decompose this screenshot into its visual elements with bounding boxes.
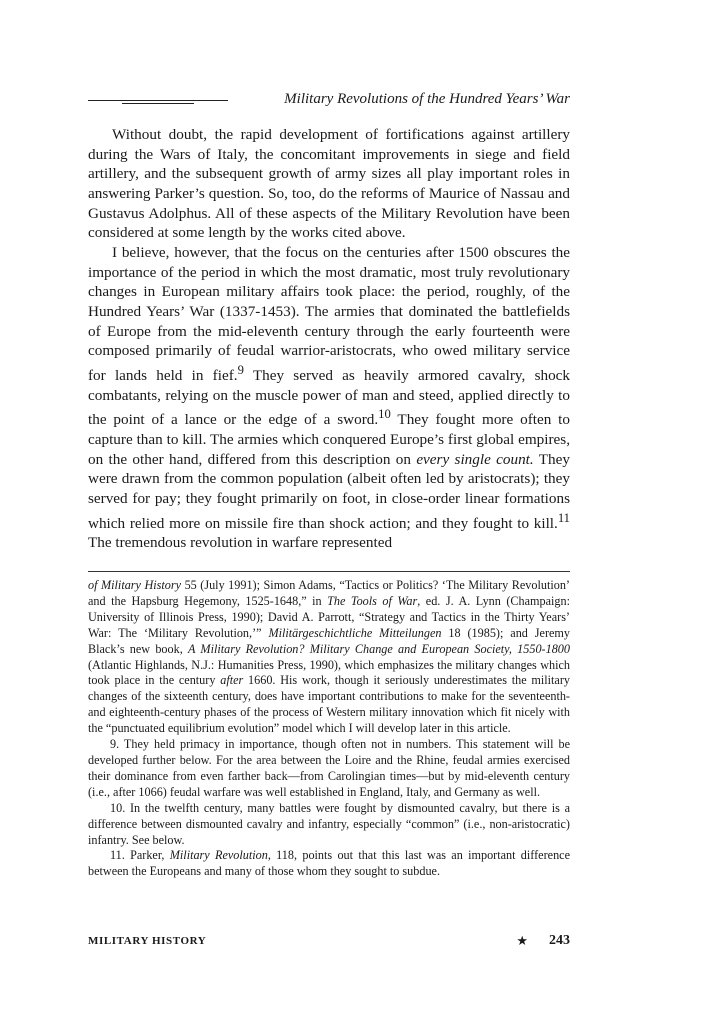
- page-footer: [88, 933, 570, 951]
- fn8-italic-1: of Military History: [88, 578, 182, 592]
- fn8-text-2: 55 (July 1991); Simon Adams, “Tactics or Politics? ‘The Military Revolution’ and the Hapsburg Hegemony, 1525-1648,” in: [88, 578, 570, 608]
- star-icon: ★: [516, 933, 528, 948]
- footnote-9: 9. They held primacy in importance, though often not in numbers. This statement will be developed further below. For the area between the Loire and the Rhine, feudal armies exercised their dominance from even farther back—from Carolingian times—but by mid-eleventh century (i.e., after 1066) feudal warfare was well established in England, Italy, and Germany as well.: [88, 737, 570, 799]
- footnotes: [88, 578, 570, 880]
- fn8-text-6: 18 (1985); and Jeremy Black’s new book,: [88, 625, 570, 656]
- fn8-italic-9: after: [220, 673, 244, 688]
- body-text: [88, 125, 570, 553]
- running-head: [88, 91, 570, 111]
- fn8-italic-5: Militärgeschichtliche Mitteilungen: [268, 625, 442, 640]
- fn11-text-3: , 118, points out that this last was an important difference between the Europeans and many of those whom they sought to subdue.: [88, 848, 570, 879]
- footnote-10: 10. In the twelfth century, many battles were fought by dismounted cavalry, but there is a difference between dismounted cavalry and infantry, especially “common” (i.e., non-aristocratic) infantry. See below.: [88, 800, 570, 847]
- journal-name: MILITARY HISTORY: [88, 935, 207, 947]
- paragraph-2-text-c: They fought more often to capture than to kill. The armies which conquered Europe’s first global empires, on the other hand, differed from this description on: [88, 411, 571, 468]
- footnote-ref-11: 11: [557, 510, 570, 525]
- paragraph-2-emphasis: every single count.: [416, 450, 534, 468]
- paragraph-2-text-e: They were drawn from the common population (albeit often led by aristocrats); they served for pay; they fought primarily on foot, in close-order linear formations which relied more on missile fire than shock action; and they fought to kill.: [88, 450, 570, 532]
- paragraph-2: [88, 243, 570, 553]
- footnote-ref-10: 10: [378, 407, 391, 422]
- fn8-text-10: 1660. His work, though it seriously underestimates the military changes of the sixteenth century, does have important contributions to make for the seventeenth- and eighteenth-century phases of the process of Western military innovation which fit nicely with the “punctuated equilibrium evolution” model which I will develop later in this article.: [88, 673, 570, 736]
- fn8-text-8: (Atlantic Highlands, N.J.: Humanities Press, 1990), which emphasizes the military changes which took place in the century: [88, 657, 570, 688]
- fn8-italic-3: The Tools of War: [327, 593, 418, 608]
- fn8-text-4: , ed. J. A. Lynn (Champaign: University of Illinois Press, 1990); David A. Parrott, “Strategy and Tactics in the Thirty Years’ War: The ‘Military Revolution,’”: [88, 593, 570, 640]
- footnote-divider: [88, 571, 570, 572]
- footnote-ref-9: 9: [237, 362, 244, 377]
- paragraph-1: Without doubt, the rapid development of fortifications against artillery during the Wars of Italy, the concomitant improvements in siege and field artillery, and the subsequent growth of army sizes all play important roles in answering Parker’s question. So, too, do the reforms of Maurice of Nassau and Gustavus Adolphus. All of these aspects of the Military Revolution have been considered at some length by the works cited above.: [88, 126, 570, 242]
- running-head-title: Military Revolutions of the Hundred Years’ War: [284, 91, 570, 107]
- footnote-11: [88, 848, 570, 880]
- page-number: 243: [549, 933, 570, 948]
- fn11-italic-2: Military Revolution: [169, 848, 268, 863]
- running-head-rule-short: [122, 103, 194, 104]
- fn11-text-1: 11. Parker,: [110, 848, 170, 863]
- running-head-rule: [88, 100, 228, 101]
- paragraph-2-text-a: I believe, however, that the focus on the centuries after 1500 obscures the importance of the period in which the most dramatic, most truly revolutionary changes in European military affairs took place: the period, roughly, of the Hundred Years’ War (1337-1453). The armies that dominated the battlefields of Europe from the mid-eleventh century through the early fourteenth were composed primarily of feudal warrior-aristocrats, who owed military service for lands held in fief.: [88, 243, 570, 384]
- fn8-italic-7: A Military Revolution? Military Change and European Society, 1550-1800: [187, 641, 570, 656]
- paragraph-2-text-f: The tremendous revolution in warfare represented: [88, 534, 393, 552]
- footnote-8-continued: [88, 578, 570, 737]
- paragraph-2-text-b: They served as heavily armored cavalry, shock combatants, relying on the muscle power of man and steed, applied directly to the point of a lance or the edge of a sword.: [88, 366, 571, 429]
